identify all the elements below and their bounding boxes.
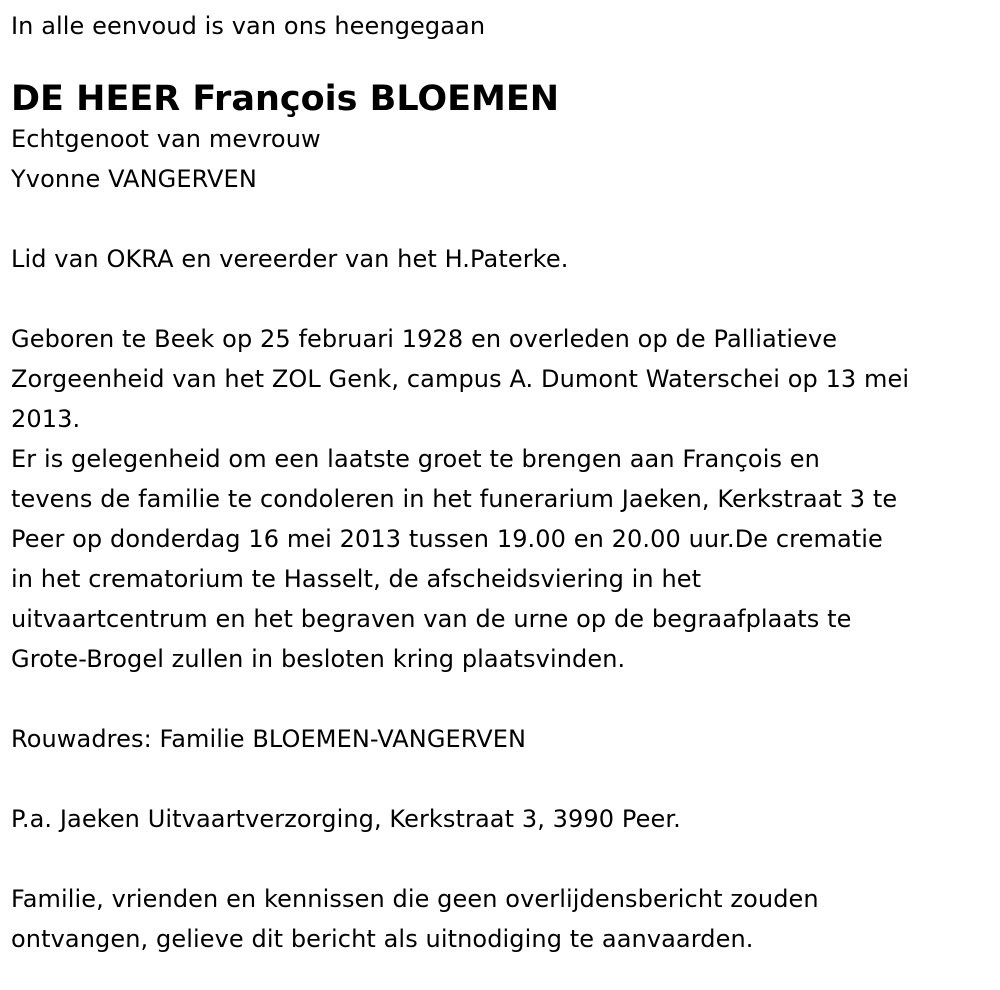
spacer [11, 679, 1000, 719]
farewell-line-2: tevens de familie te condoleren in het funerarium Jaeken, Kerkstraat 3 te [11, 485, 898, 513]
farewell-line-4: in het crematorium te Hasselt, de afscheidsviering in het [11, 565, 702, 593]
farewell-line-6: Grote-Brogel zullen in besloten kring plaatsvinden. [11, 645, 626, 673]
birth-death-line-1: Geboren te Beek op 25 februari 1928 en overleden op de Palliatieve [11, 325, 838, 353]
spacer [11, 759, 1000, 799]
deceased-name: DE HEER François BLOEMEN [11, 79, 560, 119]
closing-line-2: ontvangen, gelieve dit bericht als uitnodiging te aanvaarden. [11, 925, 754, 953]
spouse-line-2: Yvonne VANGERVEN [11, 165, 257, 193]
birth-death-line-3: 2013. [11, 405, 81, 433]
spacer [11, 199, 1000, 239]
spacer [11, 279, 1000, 319]
intro-text: In alle eenvoud is van ons heengegaan [11, 12, 486, 40]
care-address: P.a. Jaeken Uitvaartverzorging, Kerkstraat 3, 3990 Peer. [11, 805, 681, 833]
membership-text: Lid van OKRA en vereerder van het H.Paterke. [11, 245, 569, 273]
closing-line-1: Familie, vrienden en kennissen die geen overlijdensbericht zouden [11, 885, 819, 913]
mourning-address: Rouwadres: Familie BLOEMEN-VANGERVEN [11, 725, 527, 753]
spacer [11, 839, 1000, 879]
farewell-line-3: Peer op donderdag 16 mei 2013 tussen 19.00 en 20.00 uur.De crematie [11, 525, 883, 553]
farewell-line-5: uitvaartcentrum en het begraven van de urne op de begraafplaats te [11, 605, 852, 633]
farewell-line-1: Er is gelegenheid om een laatste groet te brengen aan François en [11, 445, 820, 473]
birth-death-line-2: Zorgeenheid van het ZOL Genk, campus A. Dumont Waterschei op 13 mei [11, 365, 910, 393]
spouse-line-1: Echtgenoot van mevrouw [11, 125, 321, 153]
